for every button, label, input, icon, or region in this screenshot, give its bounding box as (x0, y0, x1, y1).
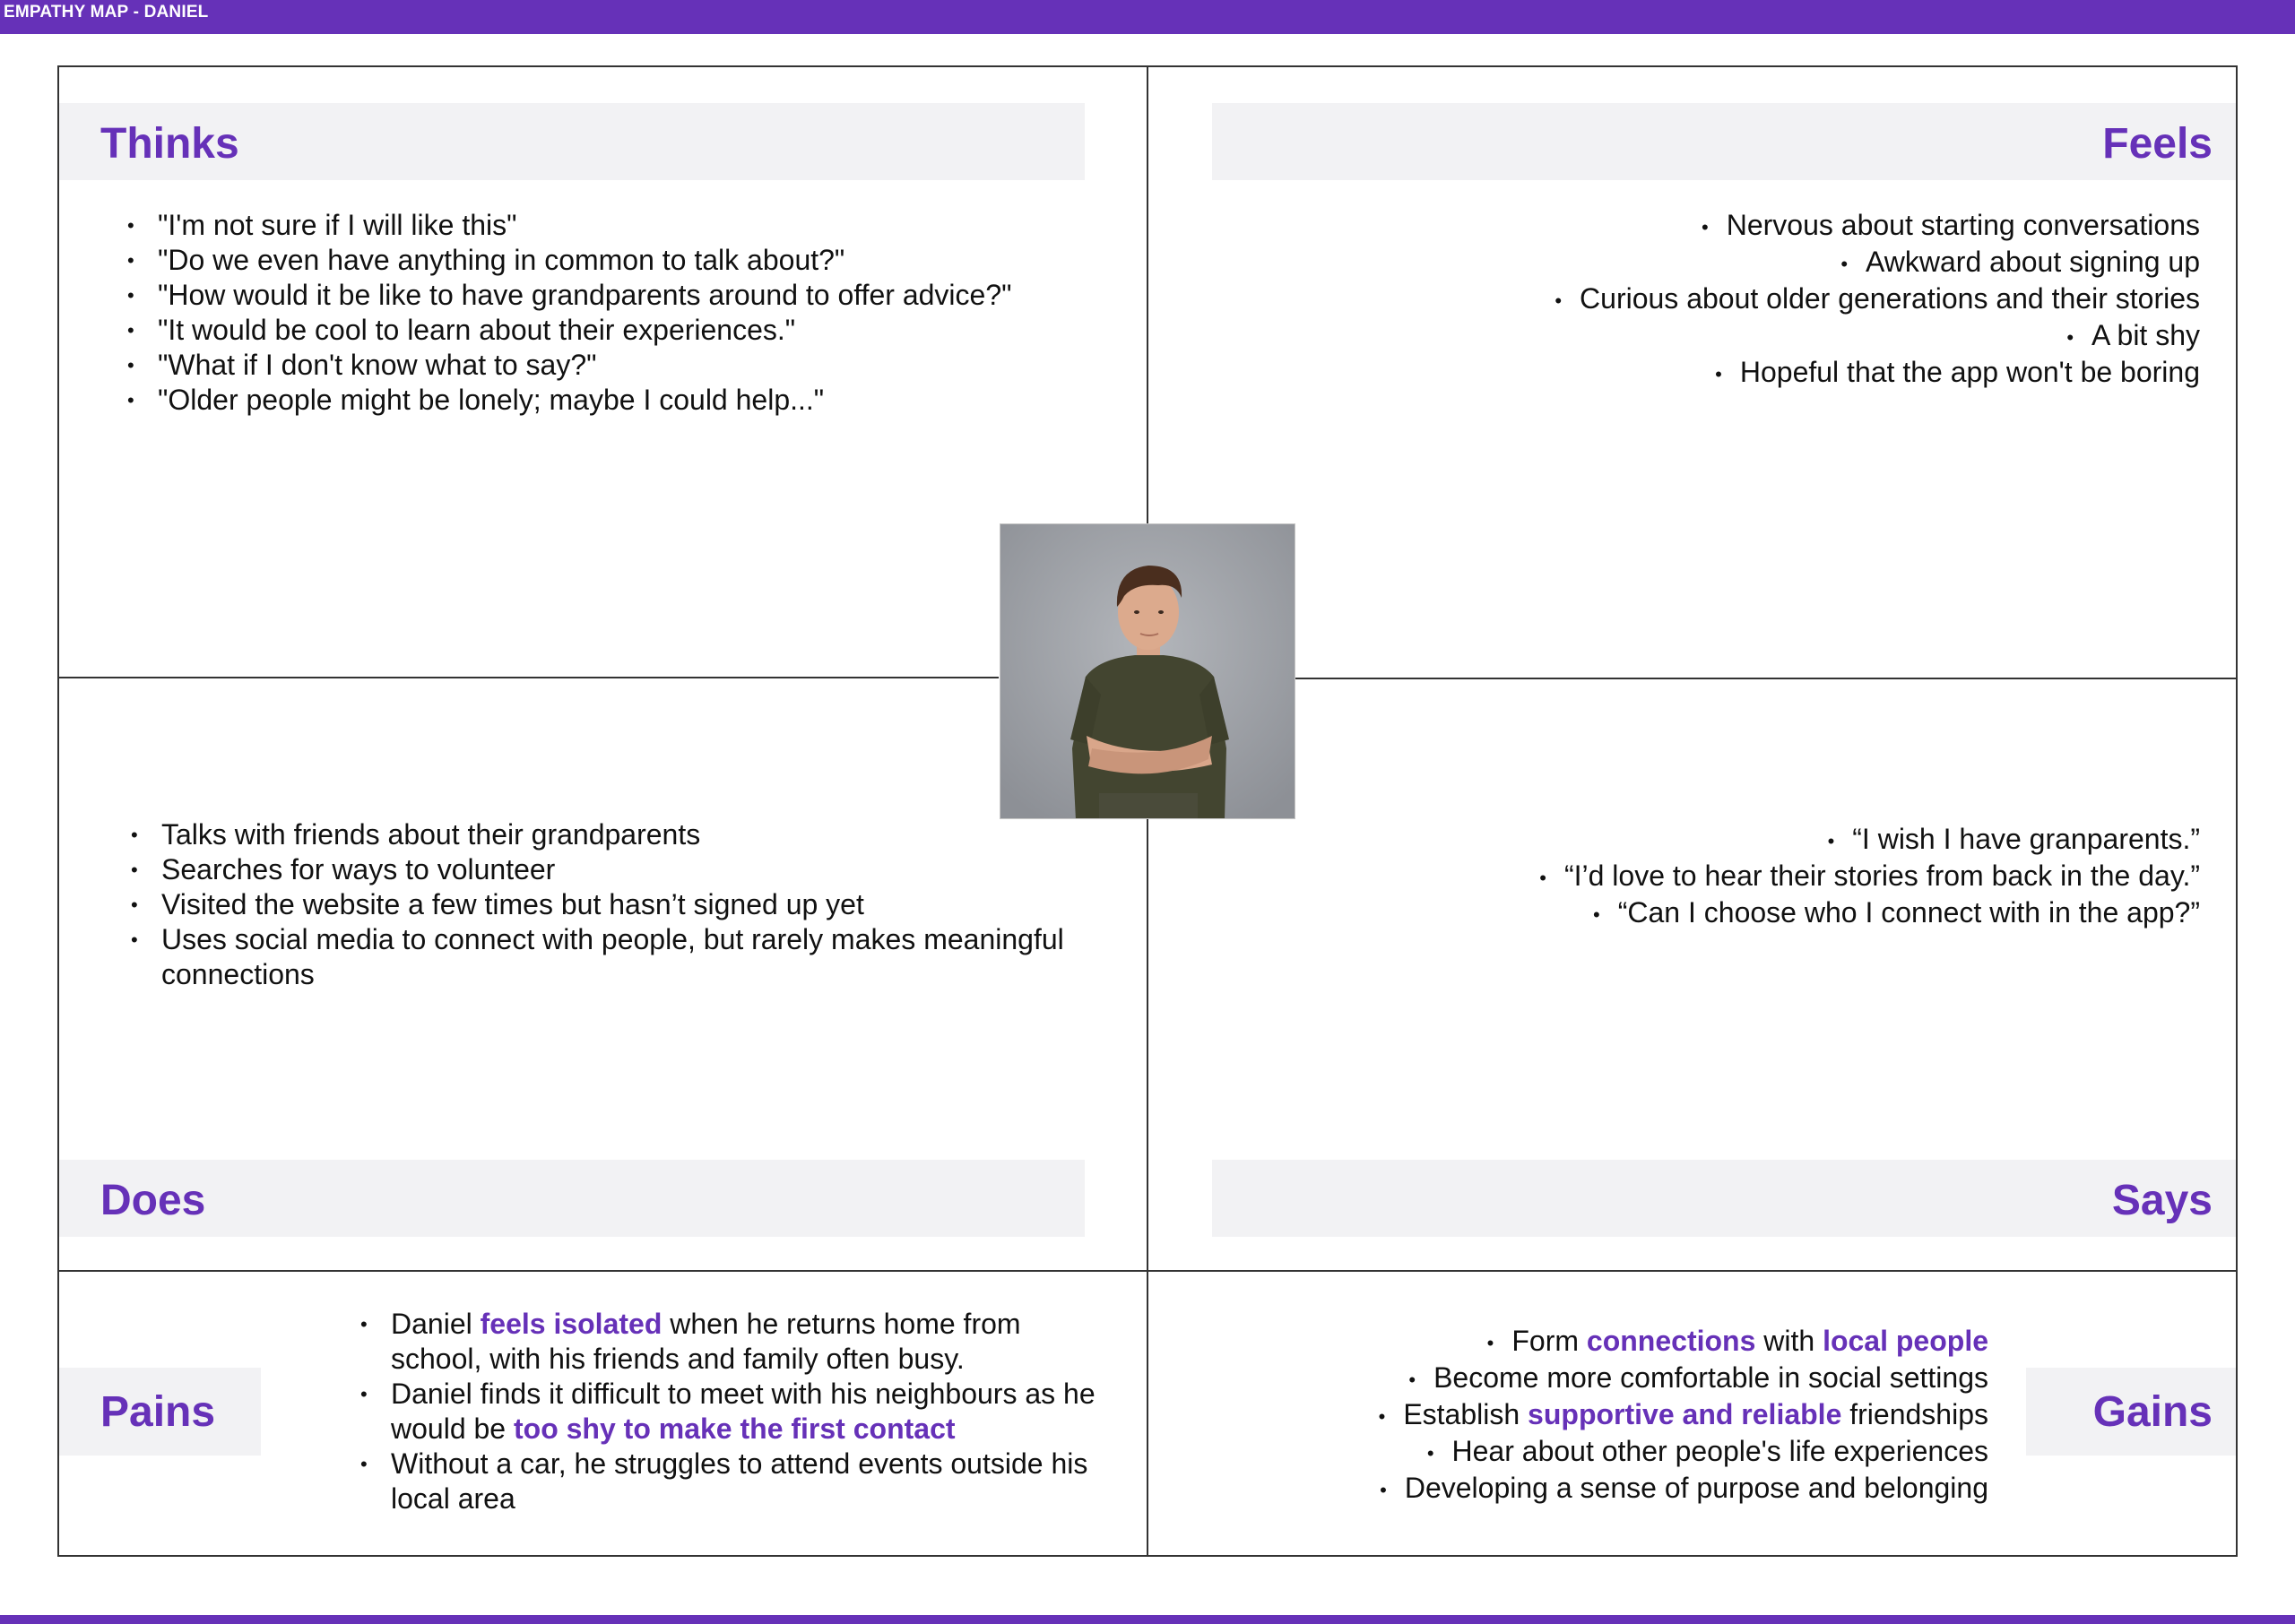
bullet-icon: • (131, 894, 138, 916)
feels-list (1345, 208, 2200, 392)
bullet-icon: • (1539, 867, 1546, 890)
list-item: • Hear about other people's life experiences (1426, 1435, 1988, 1468)
bullet-icon: • (131, 859, 138, 881)
bullet-icon: • (127, 389, 134, 411)
bullet-icon: • (127, 249, 134, 272)
bullet-icon: • (127, 284, 134, 307)
says-heading: Says (2111, 1177, 2213, 1224)
list-item: • Awkward about signing up (1840, 246, 2200, 279)
list-item: • Daniel finds it difficult to meet with his neighbours as he would be too shy to make the first contact (360, 1378, 1096, 1445)
list-item: • Curious about older generations and their stories (1555, 282, 2200, 315)
list-item: • Talks with friends about their grandparents (131, 818, 701, 851)
says-heading-bar (1212, 1160, 2236, 1237)
list-item: • “I’d love to hear their stories from back in the day.” (1539, 860, 2200, 893)
list-item: • Developing a sense of purpose and belonging (1380, 1472, 1988, 1505)
bullet-icon: • (127, 214, 134, 237)
bullet-icon: • (1486, 1332, 1494, 1355)
bullet-icon: • (1840, 253, 1849, 276)
list-item: • "I'm not sure if I will like this" (127, 209, 517, 241)
thinks-list (127, 208, 1024, 418)
pains-heading: Pains (100, 1388, 216, 1436)
bullet-icon: • (2066, 326, 2074, 350)
gains-heading: Gains (2092, 1388, 2213, 1436)
list-item: • Establish supportive and reliable friendships (1378, 1398, 1988, 1431)
list-item: • Daniel feels isolated when he returns home from school, with his friends and family often busy. (360, 1308, 1021, 1375)
list-item: • Uses social media to connect with people, but rarely makes meaningful connections (131, 923, 1064, 990)
list-item: • Become more comfortable in social settings (1408, 1361, 1988, 1395)
horizontal-divider-lower (57, 1270, 2238, 1272)
bullet-icon: • (1827, 830, 1835, 853)
bullet-icon: • (1408, 1369, 1416, 1392)
bullet-icon: • (1555, 289, 1563, 313)
bullet-icon: • (127, 354, 134, 376)
bullet-icon: • (1593, 903, 1600, 927)
list-item: • Form connections with local people (1486, 1325, 1988, 1357)
feels-heading-bar (1212, 103, 2236, 180)
list-item: • “Can I choose who I connect with in the app?” (1593, 896, 2200, 929)
horizontal-divider-left (57, 677, 999, 678)
list-item: • Nervous about starting conversations (1702, 209, 2200, 241)
bullet-icon: • (131, 929, 138, 951)
document-title: EMPATHY MAP - DANIEL (4, 3, 209, 22)
list-item: • A bit shy (2066, 319, 2200, 352)
bullet-icon: • (1702, 216, 1709, 239)
list-item: • "How would it be like to have grandparents around to offer advice?" (127, 279, 1012, 311)
bullet-icon: • (127, 319, 134, 341)
does-heading: Does (100, 1177, 206, 1224)
bullet-icon: • (1378, 1405, 1386, 1429)
list-item: • "What if I don't know what to say?" (127, 349, 597, 381)
list-item: • "Older people might be lonely; maybe I could help..." (127, 384, 825, 416)
title-bar (0, 0, 2295, 34)
list-item: • "Do we even have anything in common to talk about?" (127, 244, 845, 276)
person-photo-icon (1000, 524, 1295, 819)
thinks-heading-bar (59, 103, 1085, 180)
pains-list (360, 1307, 1096, 1516)
list-item: • Visited the website a few times but hasn’t signed up yet (131, 888, 864, 920)
list-item: • "It would be cool to learn about their experiences." (127, 314, 796, 346)
list-item: • Without a car, he struggles to attend events outside his local area (360, 1447, 1088, 1515)
does-list (131, 817, 1090, 992)
gains-list (1318, 1324, 1988, 1507)
bullet-icon: • (1380, 1479, 1387, 1502)
thinks-heading: Thinks (100, 120, 239, 168)
pains-heading-bar (59, 1368, 261, 1456)
bullet-icon: • (360, 1383, 368, 1405)
list-item: • Hopeful that the app won't be boring (1715, 356, 2200, 389)
footer-bar (0, 1615, 2295, 1624)
bullet-icon: • (360, 1313, 368, 1335)
does-heading-bar (59, 1160, 1085, 1237)
bullet-icon: • (1426, 1442, 1434, 1465)
list-item: • Searches for ways to volunteer (131, 853, 556, 885)
list-item: • “I wish I have granparents.” (1827, 823, 2200, 855)
bullet-icon: • (1715, 363, 1722, 386)
bullet-icon: • (131, 824, 138, 846)
persona-photo (1000, 523, 1295, 819)
says-list (1345, 822, 2200, 932)
horizontal-divider-right (1295, 678, 2238, 679)
gains-heading-bar (2026, 1368, 2236, 1456)
feels-heading: Feels (2102, 120, 2213, 168)
bullet-icon: • (360, 1453, 368, 1475)
